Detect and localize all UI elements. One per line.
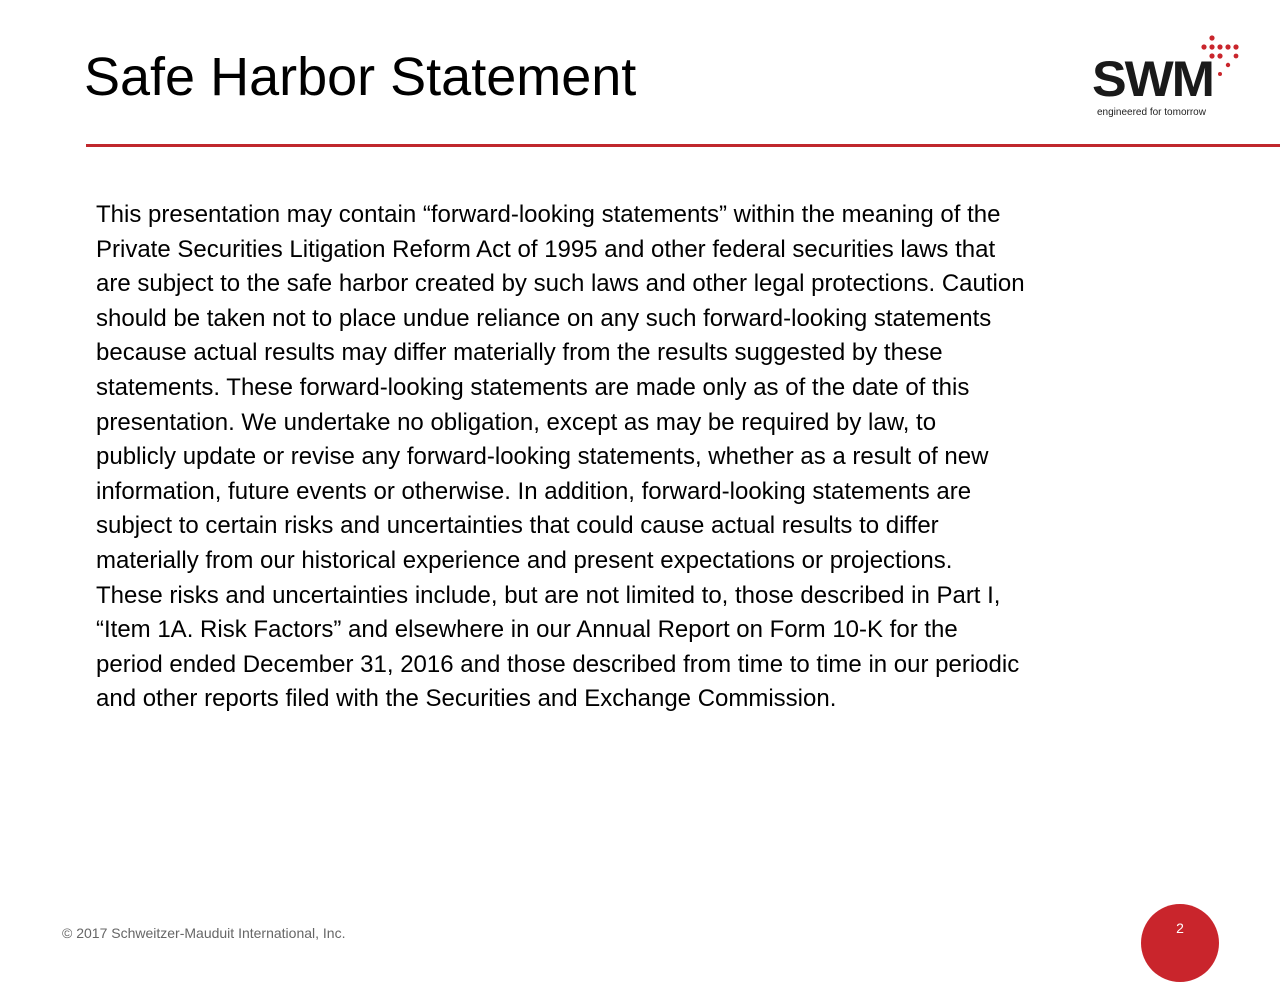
page-number: 2 [1176,920,1184,936]
slide-title: Safe Harbor Statement [84,47,637,107]
body-text-line: Private Securities Litigation Reform Act of 1995 and other federal securities laws that [96,235,996,263]
body-text-line: period ended December 31, 2016 and those described from time to time in our periodic [96,650,1020,678]
body-text-line: information, future events or otherwise. In addition, forward-looking statements are [96,477,972,505]
body-text-line: materially from our historical experience and present expectations or projections. [96,546,953,574]
title-divider [86,144,1280,147]
body-text-line: These risks and uncertainties include, but are not limited to, those described in Part I, [96,581,1001,609]
body-text-line: publicly update or revise any forward-looking statements, whether as a result of new [96,443,989,471]
copyright-notice: © 2017 Schweitzer-Mauduit International, Inc. [62,925,346,941]
page-number-badge [1141,904,1219,982]
body-text-line: should be taken not to place undue reliance on any such forward-looking statements [96,304,992,332]
body-text-line: statements. These forward-looking statements are made only as of the date of this [96,373,970,401]
body-text-line: are subject to the safe harbor created by such laws and other legal protections. Caution [96,270,1025,298]
body-text-line: “Item 1A. Risk Factors” and elsewhere in our Annual Report on Form 10-K for the [96,616,958,644]
body-text-line: because actual results may differ materially from the results suggested by these [96,339,943,367]
safe-harbor-text [96,198,1025,717]
body-text-line: and other reports filed with the Securities and Exchange Commission. [96,685,837,713]
logo-wordmark: SWM [1092,51,1213,107]
body-text-line: subject to certain risks and uncertainties that could cause actual results to differ [96,512,939,540]
company-logo [1088,34,1258,124]
body-text-line: This presentation may contain “forward-looking statements” within the meaning of the [96,201,1001,228]
body-text-line: presentation. We undertake no obligation, except as may be required by law, to [96,408,937,436]
logo-tagline: engineered for tomorrow [1097,107,1206,118]
